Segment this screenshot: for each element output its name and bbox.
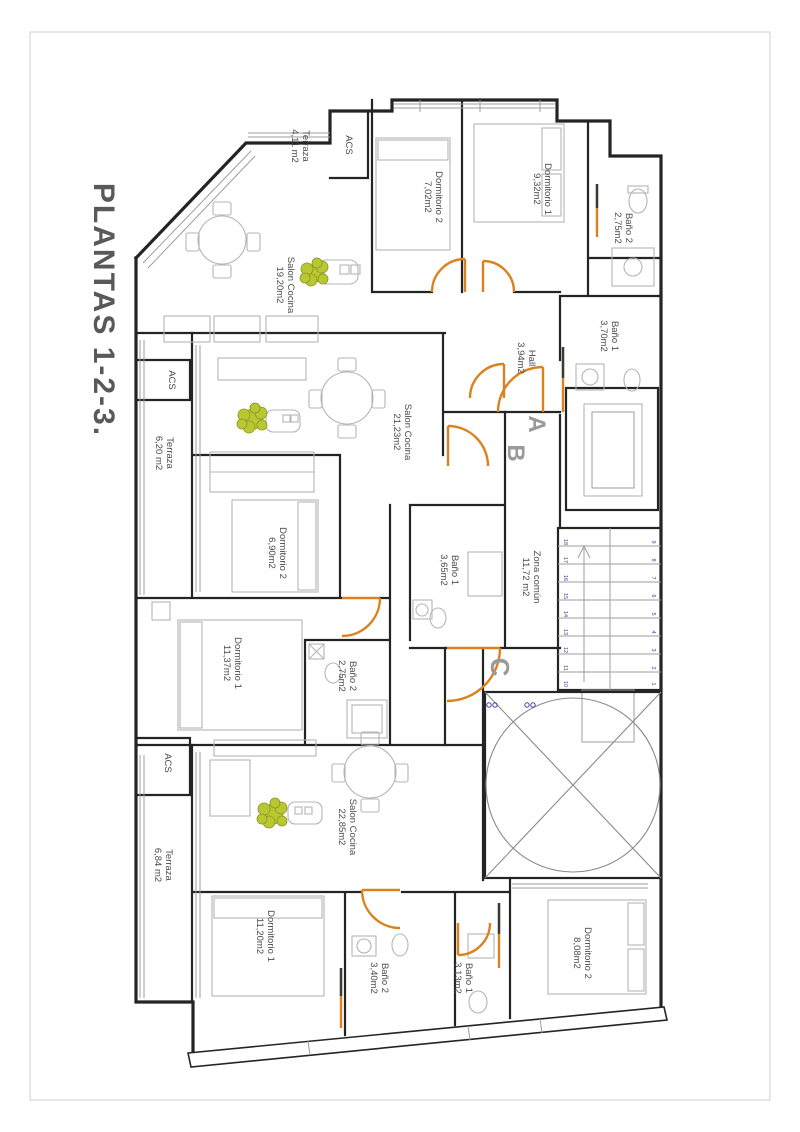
plant	[237, 403, 267, 433]
room-label-salon-c: Salon Cocina22,85m2	[336, 798, 358, 856]
stair-number: 12	[562, 646, 568, 654]
room-label-hall-a: Hall3,94m2	[515, 342, 537, 374]
room-label-dormitorio2-a: Dormitorio 27,02m2	[422, 171, 444, 223]
dining-table	[321, 372, 373, 424]
room-label-dormitorio2-c: Dormitorio 28,08m2	[571, 927, 593, 979]
bed	[548, 900, 646, 994]
courtyard-markers	[487, 703, 535, 707]
room-label-dormitorio2-b: Dormitorio 26,90m2	[266, 527, 288, 579]
plant	[257, 798, 287, 828]
stair-number: 2	[650, 666, 656, 670]
stair-number: 3	[650, 648, 656, 652]
dining-table	[198, 216, 246, 264]
sink	[576, 364, 604, 390]
stair-step-numbers	[562, 539, 656, 687]
room-label-acs-b: ACS	[166, 370, 177, 390]
room-label-bano1-a: Baño 13,70m2	[598, 320, 620, 352]
page-frame	[30, 32, 770, 1100]
stair-number: 10	[562, 680, 568, 688]
room-label-bano1-c: Baño 13,13m2	[452, 962, 474, 994]
stair-number: 13	[562, 628, 568, 636]
entrance-double-door	[432, 259, 514, 292]
stairs-direction-arrow	[578, 546, 590, 682]
room-label-dormitorio1-a: Dormitorio 19,32m2	[531, 163, 553, 215]
stair-number: 5	[650, 612, 656, 616]
unit-letters	[485, 415, 550, 676]
interior-walls	[136, 100, 661, 1035]
staircase	[558, 528, 661, 742]
room-label-bano2-a: Baño 22,75m2	[612, 212, 634, 244]
room-label-bano2-c: Baño 23,40m2	[368, 962, 390, 994]
stair-number: 1	[650, 682, 656, 686]
stair-number: 14	[562, 610, 568, 618]
stair-number: 15	[562, 592, 568, 600]
stair-number: 8	[650, 558, 656, 562]
furniture	[152, 124, 654, 1013]
room-labels	[152, 129, 634, 994]
kitchen-counter	[214, 740, 316, 756]
shower	[468, 552, 502, 596]
room-label-bano2-b: Baño 22,75m2	[336, 660, 358, 692]
dining-table	[344, 746, 396, 798]
room-label-zona-comun: Zona común11,72 m2	[520, 550, 542, 604]
stair-number: 9	[650, 540, 656, 544]
kitchen-counter	[218, 358, 306, 380]
unit-letter-a: A	[523, 415, 550, 433]
terrace-railings	[140, 100, 648, 998]
room-label-acs-c: ACS	[162, 753, 173, 773]
courtyard	[485, 692, 661, 878]
stair-number: 18	[562, 538, 568, 546]
room-label-dormitorio1-b: Dormitorio 111,37m2	[221, 637, 243, 689]
bottom-facade-band	[188, 1007, 667, 1067]
stair-number: 11	[562, 665, 568, 671]
unit-letter-b: B	[502, 444, 529, 462]
room-label-terraza-c: Terraza6,84 m2	[152, 847, 174, 883]
room-label-salon-a: Salon Cocina19,20m2	[274, 256, 296, 314]
toilet	[469, 991, 487, 1013]
room-label-salon-b: Salon Cocina21,23m2	[391, 403, 413, 461]
toilet	[392, 934, 408, 956]
room-label-terraza-a: Terraza4,11 m2	[289, 129, 311, 163]
stair-number: 16	[562, 574, 568, 582]
stair-number: 6	[650, 594, 656, 598]
sofa	[210, 760, 250, 816]
room-label-dormitorio1-c: Dormitorio 111,20m2	[254, 910, 276, 962]
stair-number: 7	[650, 576, 656, 580]
stair-number: 17	[562, 556, 568, 564]
room-label-terraza-b: Terraza6,20 m2	[153, 435, 175, 471]
page-title: PLANTAS 1-2-3.	[87, 182, 120, 438]
plant	[300, 258, 328, 286]
elevator-shaft	[566, 388, 658, 510]
stair-number: 4	[650, 630, 656, 634]
unit-letter-c: C	[485, 657, 515, 677]
room-label-bano1-b: Baño 13,65m2	[438, 554, 460, 586]
room-label-acs-a: ACS	[343, 135, 354, 155]
